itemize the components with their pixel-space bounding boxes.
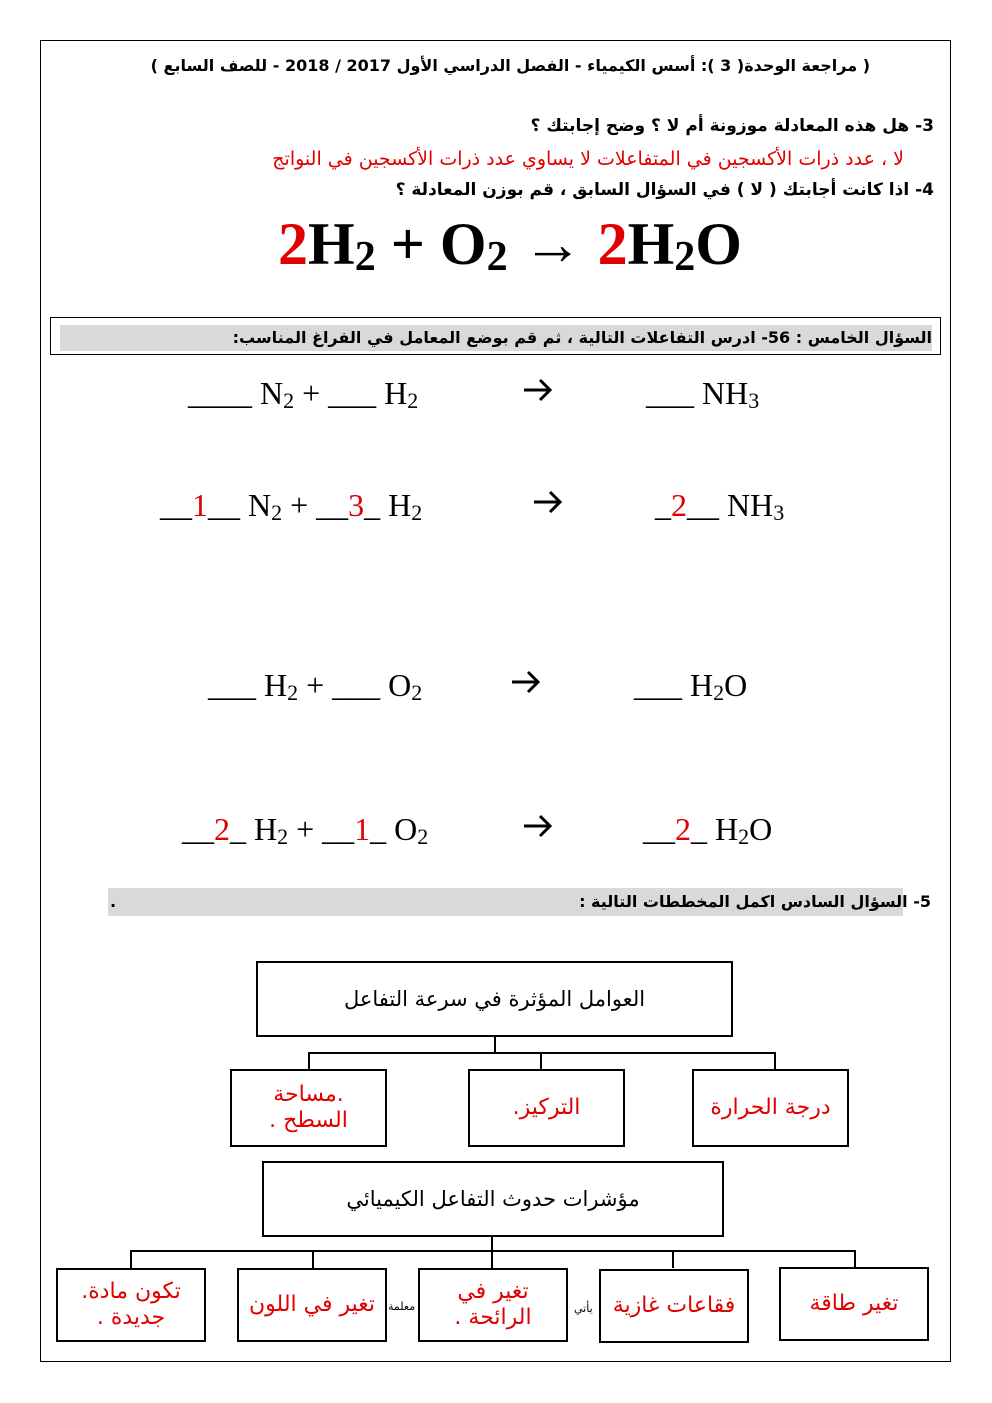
diagram-2-child-new-substance: تكون مادة. جديدة . (56, 1268, 206, 1342)
connector (494, 1037, 496, 1053)
plus-sign: + (302, 375, 321, 411)
symbol: H (627, 211, 675, 277)
symbol: H (715, 811, 739, 847)
blank: _ (230, 811, 246, 847)
subscript: 2 (283, 388, 295, 413)
hidden-fragment: يأتي (574, 1302, 593, 1315)
plus-sign: + (290, 487, 309, 523)
subscript: 2 (354, 234, 376, 280)
connector (312, 1250, 314, 1268)
arrow-icon (510, 668, 542, 696)
blank[interactable]: ___ (332, 667, 381, 703)
symbol: O (724, 667, 748, 703)
connector (491, 1250, 493, 1268)
subscript: 2 (411, 500, 423, 525)
diagram-2-child-smell: تغير في الرائحة . (418, 1268, 568, 1342)
coefficient: 2 (214, 811, 230, 847)
subscript: 2 (271, 500, 283, 525)
subscript: 2 (674, 234, 696, 280)
connector (540, 1052, 542, 1070)
question-6-bar (108, 888, 931, 916)
coefficient: 2 (597, 211, 628, 277)
symbol: N (260, 375, 284, 411)
subscript: 2 (713, 680, 725, 705)
blank: _ (364, 487, 381, 523)
connector (672, 1250, 674, 1268)
symbol: H (388, 487, 412, 523)
arrow-icon (510, 667, 542, 704)
diagram-1-root: العوامل المؤثرة في سرعة التفاعل (256, 961, 733, 1037)
equation-1-answer-product (655, 487, 784, 526)
diagram-1-child-temperature: درجة الحرارة (692, 1069, 849, 1147)
subscript: 2 (277, 824, 289, 849)
blank[interactable]: ___ (208, 667, 256, 703)
connector (774, 1052, 776, 1070)
connector (130, 1250, 856, 1252)
symbol: O (695, 211, 742, 277)
diagram-1-child-surface-area: .مساحة السطح . (230, 1069, 387, 1147)
blank: _ (655, 487, 671, 523)
diagram-2-child-energy: تغير طاقة (779, 1267, 929, 1341)
blank[interactable]: ___ (634, 667, 682, 703)
arrow-icon (532, 487, 564, 524)
plus-sign: + (296, 811, 315, 847)
connector (308, 1052, 776, 1054)
coefficient: 1 (354, 811, 371, 847)
question-4: 4- اذا كانت أجابتك ( لا ) في السؤال السابق ، قم بوزن المعادلة ؟ (395, 180, 934, 200)
question-3: 3- هل هذه المعادلة موزونة أم لا ؟ وضح إجابتك ؟ (530, 116, 934, 136)
blank: __ (160, 487, 192, 523)
symbol: H (254, 811, 278, 847)
coefficient: 2 (671, 487, 687, 523)
equation-1-blank (188, 375, 418, 414)
plus-sign: + (306, 667, 325, 703)
balanced-equation (0, 210, 992, 281)
symbol: O (388, 667, 412, 703)
hidden-fragment: معلمة (388, 1300, 416, 1313)
subscript: 2 (411, 680, 423, 705)
blank: __ (687, 487, 719, 523)
blank: __ (316, 487, 349, 523)
symbol: O (394, 811, 418, 847)
equation-2-product (634, 667, 747, 706)
question-5-title: السؤال الخامس : 56- ادرس التفاعلات التالية ، ثم قم بوضع المعامل في الفراغ المناسب: (60, 325, 932, 351)
symbol: NH (727, 487, 774, 523)
symbol: O (749, 811, 773, 847)
blank: __ (643, 811, 675, 847)
answer-3: لا ، عدد ذرات الأكسجين في المتفاعلات لا يساوي عدد ذرات الأكسجين في النواتج (272, 148, 904, 170)
subscript: 3 (773, 500, 785, 525)
plus-sign: + (390, 211, 425, 277)
blank[interactable]: ___ (646, 375, 694, 411)
arrow-icon (522, 376, 554, 404)
equation-1-answer (160, 487, 422, 526)
connector (854, 1250, 856, 1268)
arrow-icon (522, 811, 554, 848)
coefficient: 3 (348, 487, 365, 523)
blank: __ (182, 811, 214, 847)
subscript: 2 (738, 824, 750, 849)
blank: _ (691, 811, 707, 847)
equation-2-blank (208, 667, 422, 706)
subscript: 3 (748, 388, 760, 413)
arrow-icon (522, 812, 554, 840)
question-6-title: 5- السؤال السادس اكمل المخططات التالية : (579, 892, 931, 911)
equation-2-answer (182, 811, 428, 850)
connector (491, 1237, 493, 1251)
arrow-icon (532, 488, 564, 516)
coefficient: 1 (192, 487, 208, 523)
diagram-2-child-bubbles: فقاعات غازية (599, 1269, 749, 1343)
symbol: O (439, 211, 487, 277)
arrow-icon: → (522, 211, 583, 277)
trailing-dot: . (110, 892, 117, 911)
diagram-1-child-concentration: التركيز. (468, 1069, 625, 1147)
blank: _ (370, 811, 387, 847)
blank: __ (322, 811, 355, 847)
blank: __ (208, 487, 240, 523)
arrow-icon (522, 375, 554, 412)
symbol: H (690, 667, 714, 703)
connector (308, 1052, 310, 1070)
symbol: H (264, 667, 288, 703)
equation-1-product (646, 375, 759, 414)
symbol: H (308, 211, 355, 277)
symbol: N (248, 487, 272, 523)
blank[interactable]: ___ (328, 375, 377, 411)
symbol: H (384, 375, 408, 411)
diagram-2-root: مؤشرات حدوث التفاعل الكيميائي (262, 1161, 724, 1237)
diagram-2-child-color: تغير في اللون (237, 1268, 387, 1342)
symbol: NH (702, 375, 749, 411)
connector (130, 1250, 132, 1268)
subscript: 2 (287, 680, 299, 705)
subscript: 2 (407, 388, 419, 413)
subscript: 2 (486, 234, 508, 280)
subscript: 2 (417, 824, 429, 849)
equation-2-answer-product (643, 811, 772, 850)
blank[interactable]: ____ (188, 375, 252, 411)
coefficient: 2 (675, 811, 691, 847)
coefficient: 2 (278, 211, 309, 277)
worksheet-header: ( مراجعة الوحدة( 3 ): أسس الكيمياء - الفصل الدراسي الأول 2017 / 2018 - للصف السابع ) (150, 56, 870, 75)
